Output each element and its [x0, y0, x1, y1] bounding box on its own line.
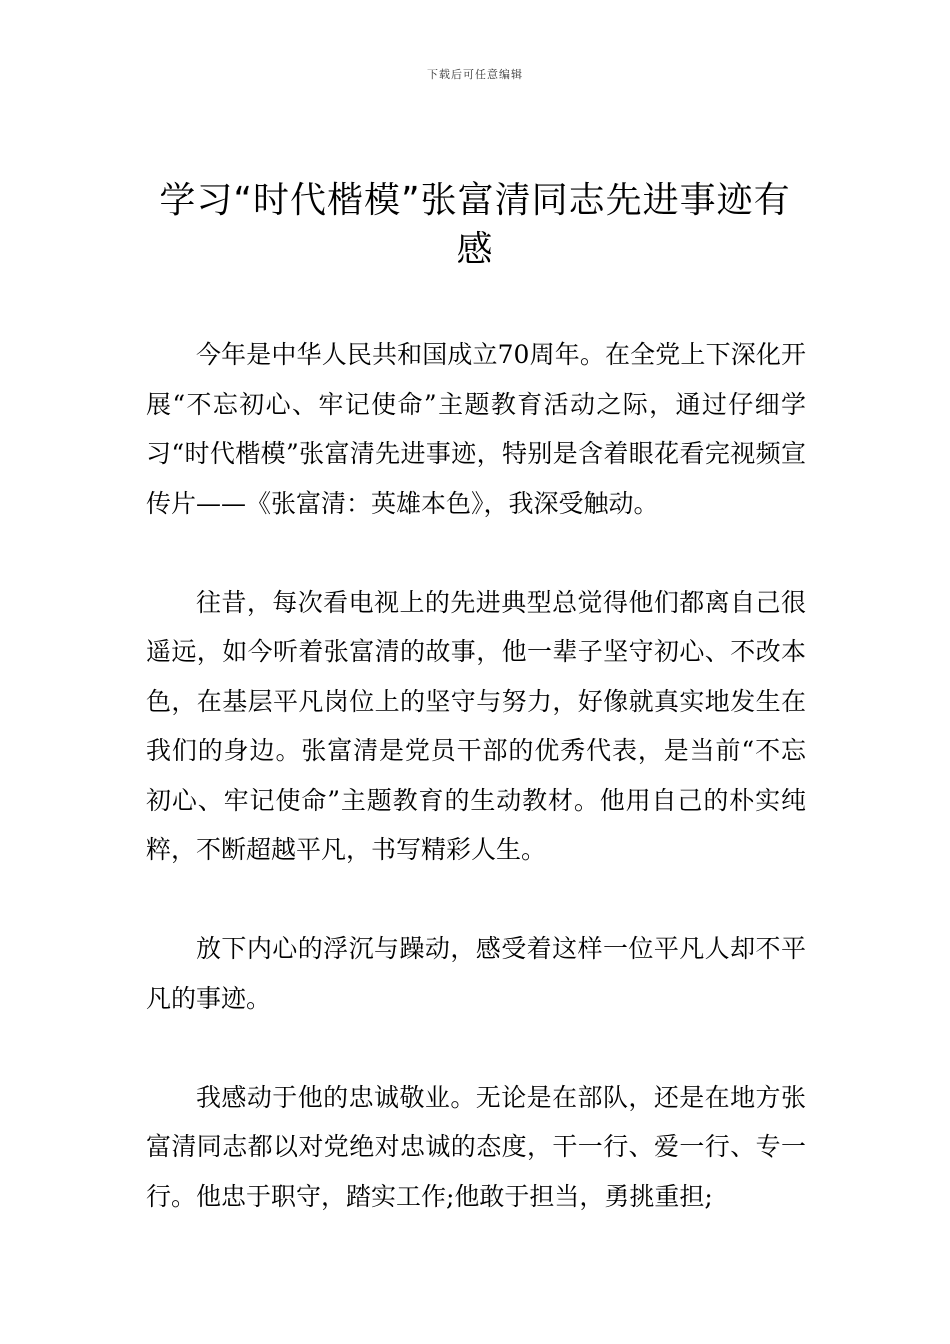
header-note: 下载后可任意编辑 [427, 68, 523, 81]
paragraph: 往昔，每次看电视上的先进典型总觉得他们都离自己很遥远，如今听着张富清的故事，他一辈子坚守初心、不改本色，在基层平凡岗位上的坚守与努力，好像就真实地发生在我们的身边。张富清是党员干部的优秀代表，是当前“不忘初心、牢记使命”主题教育的生动教材。他用自己的朴实纯粹，不断超越平凡，书写精彩人生。 [146, 587, 806, 864]
paragraph: 我感动于他的忠诚敬业。无论是在部队，还是在地方张富清同志都以对党绝对忠诚的态度，干一行、爱一行、专一行。他忠于职守，踏实工作;他敢于担当，勇挑重担; [146, 1082, 806, 1211]
paragraph: 今年是中华人民共和国成立70周年。在全党上下深化开展“不忘初心、牢记使命”主题教育活动之际，通过仔细学习“时代楷模”张富清先进事迹，特别是含着眼花看完视频宣传片——《张富清：英雄本色》，我深受触动。 [146, 340, 806, 518]
document-body [146, 330, 806, 1271]
document-title: 学习“时代楷模”张富清同志先进事迹有感 [159, 180, 791, 270]
paragraph: 放下内心的浮沉与躁动，感受着这样一位平凡人却不平凡的事迹。 [146, 934, 806, 1013]
